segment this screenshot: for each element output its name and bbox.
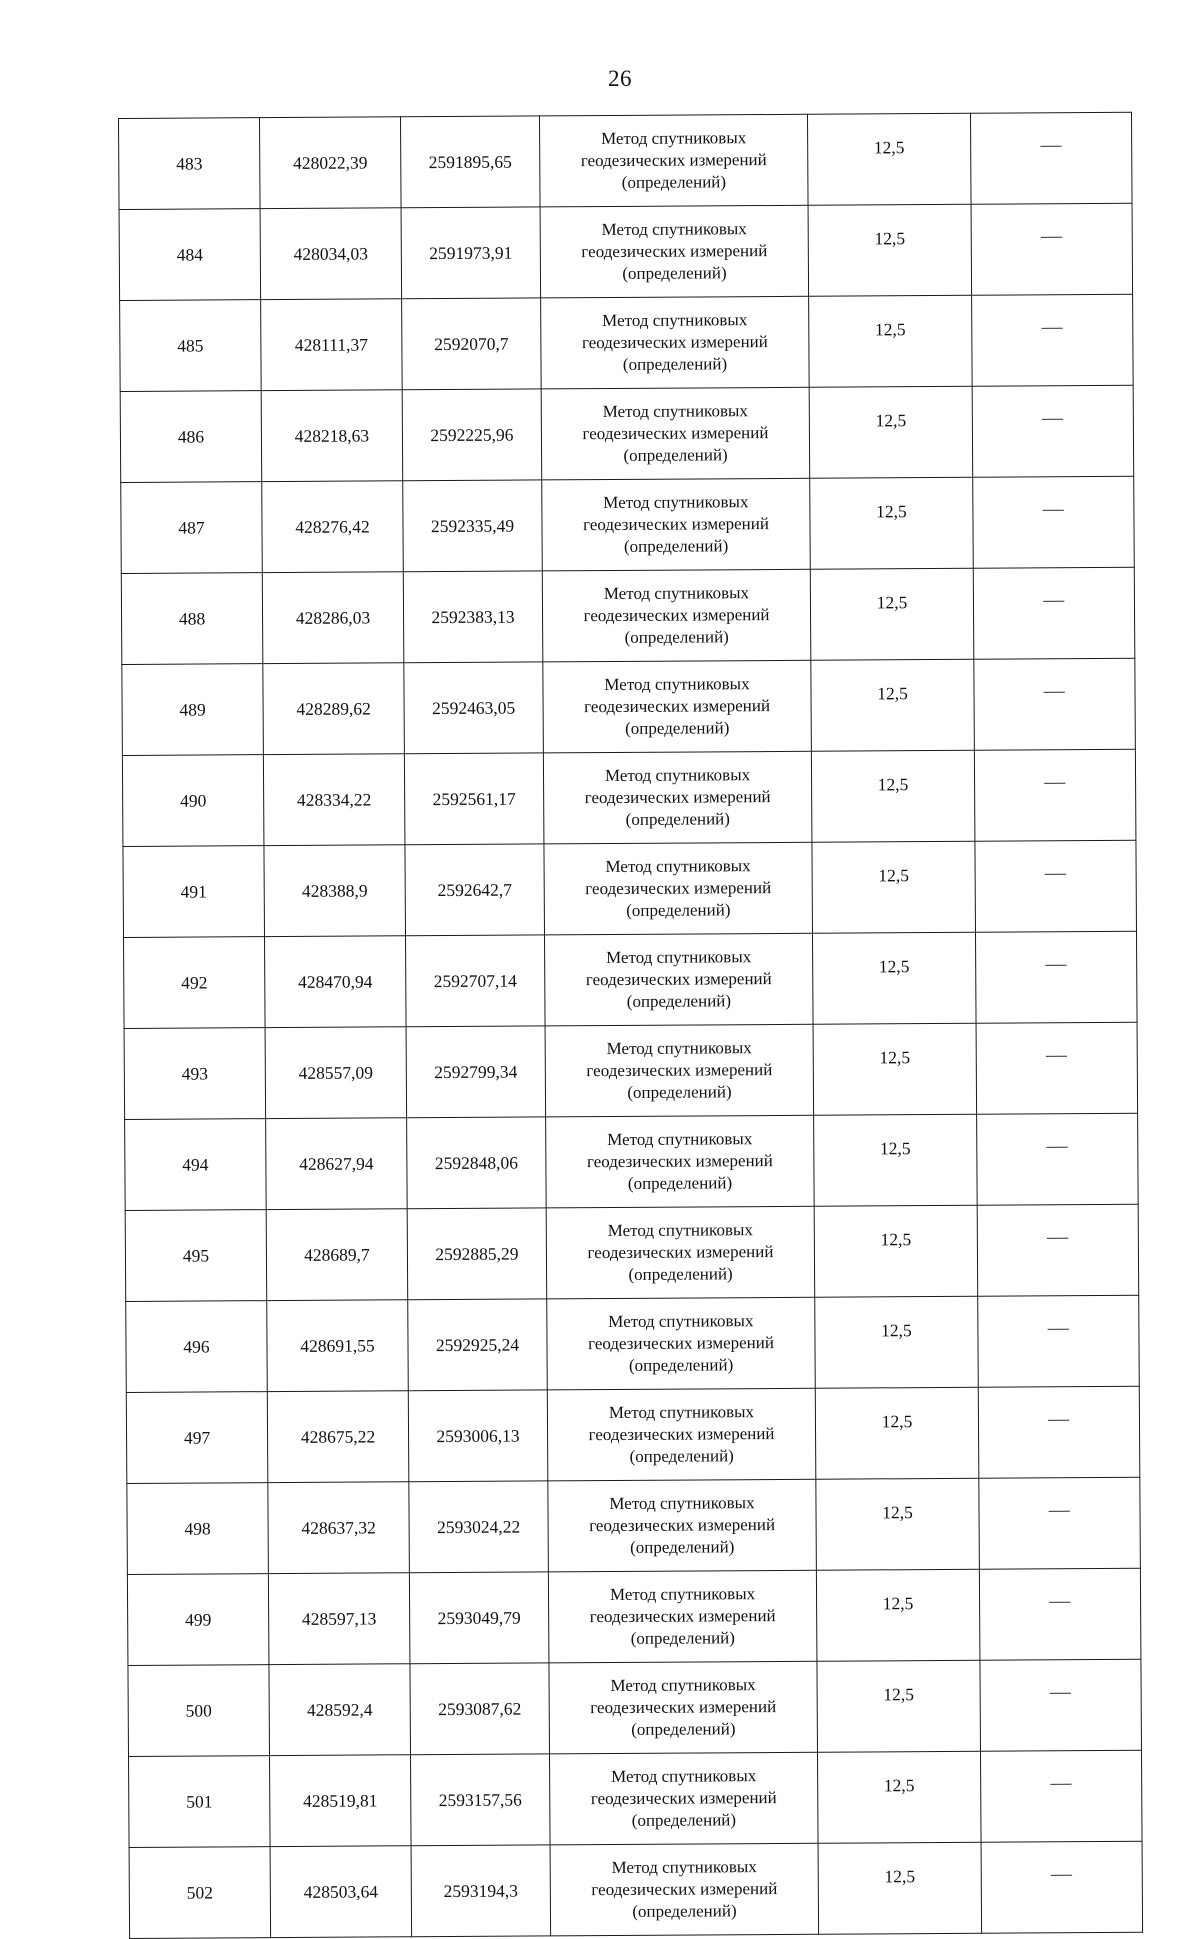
y-coordinate-cell: 2593049,79 [409,1572,549,1664]
point-number-cell: 498 [127,1483,269,1575]
x-coordinate-cell: 428519,81 [270,1755,412,1847]
table-row [126,1295,1140,1392]
accuracy-cell: 12,5 [812,932,976,1024]
method-cell [539,114,808,207]
y-coordinate-cell: 2593006,13 [408,1390,548,1482]
point-number-cell: 483 [119,118,261,210]
note-cell [979,1568,1141,1660]
accuracy-cell: 12,5 [817,1660,981,1752]
accuracy-cell: 12,5 [814,1205,978,1297]
method-line-3: (определений) [622,263,727,283]
y-coordinate-cell: 2592383,13 [403,571,543,663]
x-coordinate-cell: 428286,03 [262,572,404,664]
y-coordinate-cell: 2592463,05 [404,662,544,754]
method-line-3: (определений) [630,1628,735,1648]
y-coordinate-cell: 2592335,49 [403,480,543,572]
note-cell [979,1477,1141,1569]
method-line-1: Метод спутниковых [611,1857,757,1878]
note-cell [975,840,1137,932]
method-cell [544,933,813,1026]
note-dash: — [1041,225,1063,246]
accuracy-cell: 12,5 [812,841,976,933]
method-line-3: (определений) [629,1446,734,1466]
method-cell [548,1570,817,1663]
accuracy-cell: 12,5 [815,1387,979,1479]
method-line-1: Метод спутниковых [604,674,750,695]
note-cell [970,112,1132,204]
point-number-cell: 487 [121,482,263,574]
method-cell [546,1115,815,1208]
note-cell [980,1659,1142,1751]
method-cell [542,478,811,571]
note-cell [973,476,1135,568]
note-cell [981,1841,1143,1933]
method-line-2: геодезических измерений [583,605,770,626]
note-cell [972,294,1134,386]
table-row [128,1659,1142,1756]
method-line-2: геодезических измерений [585,878,772,899]
note-dash: — [1047,1317,1069,1338]
y-coordinate-cell: 2593194,3 [411,1845,551,1937]
note-dash: — [1048,1499,1071,1520]
note-dash: — [1048,1408,1070,1429]
method-line-2: геодезических измерений [586,1151,773,1172]
note-cell [978,1295,1140,1387]
method-line-2: геодезических измерений [589,1515,776,1536]
point-number-cell: 501 [129,1756,271,1848]
x-coordinate-cell: 428334,22 [263,754,405,846]
accuracy-cell: 12,5 [807,113,971,205]
x-coordinate-cell: 428503,64 [270,1846,412,1938]
x-coordinate-cell: 428689,7 [266,1209,408,1301]
note-dash: — [1045,953,1067,974]
x-coordinate-cell: 428022,39 [260,117,402,209]
page-number: 26 [608,66,632,91]
method-line-1: Метод спутниковых [603,583,750,604]
note-dash: — [1040,134,1062,155]
accuracy-cell: 12,5 [810,477,974,569]
note-dash: — [1045,862,1067,883]
method-line-1: Метод спутниковых [605,856,751,877]
point-number-cell: 490 [122,755,264,847]
note-cell [973,567,1135,659]
x-coordinate-cell: 428276,42 [262,481,404,573]
point-number-cell: 485 [120,300,262,392]
method-line-1: Метод спутниковых [602,310,748,331]
method-cell [543,660,812,753]
method-line-2: геодезических измерений [582,514,770,535]
table-row [124,1022,1138,1119]
table-row [121,476,1135,573]
y-coordinate-cell: 2591973,91 [401,207,541,299]
table-row [125,1204,1139,1301]
method-cell [546,1206,815,1299]
note-dash: — [1049,1590,1071,1611]
y-coordinate-cell: 2592642,7 [405,844,545,936]
method-line-2: геодезических измерений [585,969,772,990]
table-row [126,1386,1140,1483]
method-line-2: геодезических измерений [586,1060,773,1081]
x-coordinate-cell: 428034,03 [260,208,402,300]
y-coordinate-cell: 2592561,17 [404,753,544,845]
note-dash: — [1050,1772,1072,1793]
method-cell [550,1843,819,1936]
note-cell [972,385,1134,477]
method-line-3: (определений) [627,1082,732,1102]
method-line-1: Метод спутниковых [609,1493,755,1514]
method-line-1: Метод спутниковых [603,492,749,513]
x-coordinate-cell: 428289,62 [263,663,405,755]
method-line-2: геодезических измерений [581,241,768,262]
method-line-3: (определений) [623,445,728,465]
note-dash: — [1043,589,1065,610]
method-line-3: (определений) [625,809,730,829]
method-cell [545,1024,814,1117]
accuracy-cell: 12,5 [811,750,975,842]
method-line-1: Метод спутниковых [602,401,748,422]
y-coordinate-cell: 2592885,29 [407,1208,547,1300]
y-coordinate-cell: 2592707,14 [406,935,546,1027]
accuracy-cell: 12,5 [815,1296,979,1388]
method-line-1: Метод спутниковых [610,1675,756,1696]
note-dash: — [1043,680,1066,701]
point-number-cell: 493 [124,1028,266,1120]
table-row [127,1568,1141,1665]
method-line-2: геодезических измерений [590,1697,777,1718]
accuracy-cell: 12,5 [814,1114,978,1206]
x-coordinate-cell: 428597,13 [268,1573,410,1665]
y-coordinate-cell: 2592070,7 [402,298,542,390]
table-row [119,112,1133,209]
method-line-3: (определений) [623,536,729,556]
x-coordinate-cell: 428691,55 [267,1300,409,1392]
method-line-2: геодезических измерений [581,332,768,353]
x-coordinate-cell: 428557,09 [265,1027,407,1119]
method-line-2: геодезических измерений [587,1242,774,1263]
note-cell [974,658,1136,750]
method-line-1: Метод спутниковых [609,1584,756,1605]
note-dash: — [1050,1681,1072,1702]
method-cell [547,1297,816,1390]
method-line-1: Метод спутниковых [608,1402,755,1423]
note-cell [978,1386,1140,1478]
method-line-3: (определений) [621,172,727,192]
note-dash: — [1047,1226,1069,1247]
x-coordinate-cell: 428592,4 [269,1664,411,1756]
point-number-cell: 491 [123,846,265,938]
x-coordinate-cell: 428111,37 [261,299,403,391]
method-line-2: геодезических измерений [589,1606,776,1627]
method-line-3: (определений) [627,1173,733,1193]
point-number-cell: 495 [125,1210,267,1302]
accuracy-cell: 12,5 [810,568,974,660]
accuracy-cell: 12,5 [811,659,975,751]
coordinates-table [118,112,1143,1939]
note-cell [975,931,1137,1023]
method-line-2: геодезических измерений [584,787,771,808]
note-dash: — [1046,1044,1068,1065]
point-number-cell: 494 [125,1119,267,1211]
x-coordinate-cell: 428627,94 [266,1118,408,1210]
note-cell [980,1750,1142,1842]
method-line-1: Метод спутниковых [607,1220,753,1241]
y-coordinate-cell: 2592225,96 [402,389,542,481]
method-line-2: геодезических измерений [584,696,771,717]
method-cell [541,296,810,389]
accuracy-cell: 12,5 [816,1478,980,1570]
method-cell [550,1752,819,1845]
y-coordinate-cell: 2592925,24 [408,1299,548,1391]
point-number-cell: 496 [126,1301,268,1393]
method-cell [547,1388,816,1481]
method-line-2: геодезических измерений [588,1424,775,1445]
method-line-2: геодезических измерений [580,150,767,171]
y-coordinate-cell: 2593024,22 [409,1481,549,1573]
method-line-2: геодезических измерений [582,423,769,444]
accuracy-cell: 12,5 [808,204,972,296]
point-number-cell: 500 [128,1665,270,1757]
method-line-3: (определений) [631,1810,737,1830]
y-coordinate-cell: 2593087,62 [410,1663,550,1755]
note-cell [974,749,1136,841]
point-number-cell: 492 [124,937,266,1029]
coordinates-table-body [119,112,1143,1938]
table-row [127,1477,1141,1574]
x-coordinate-cell: 428388,9 [264,845,406,937]
table-row [129,1750,1143,1847]
method-line-1: Метод спутниковых [610,1766,757,1787]
y-coordinate-cell: 2591895,65 [400,116,540,208]
method-line-3: (определений) [632,1901,737,1921]
point-number-cell: 486 [120,391,262,483]
note-cell [977,1113,1139,1205]
method-cell [541,387,810,480]
table-row [119,203,1133,300]
table-row [122,658,1136,755]
method-line-1: Метод спутниковых [600,128,747,149]
method-cell [540,205,809,298]
method-line-3: (определений) [624,627,729,647]
table-row [123,840,1137,937]
note-dash: — [1051,1863,1073,1884]
point-number-cell: 499 [127,1574,269,1666]
method-cell [549,1661,818,1754]
method-line-1: Метод спутниковых [608,1311,754,1332]
method-line-1: Метод спутниковых [605,947,752,968]
point-number-cell: 488 [121,573,263,665]
table-row [129,1841,1143,1938]
table-row [125,1113,1139,1210]
x-coordinate-cell: 428675,22 [267,1391,409,1483]
point-number-cell: 497 [126,1392,268,1484]
accuracy-cell: 12,5 [813,1023,977,1115]
note-dash: — [1046,1135,1068,1156]
note-cell [971,203,1133,295]
point-number-cell: 484 [119,209,261,301]
table-row [122,749,1136,846]
method-line-1: Метод спутниковых [604,765,751,786]
table-row [120,385,1134,482]
accuracy-cell: 12,5 [809,295,973,387]
method-line-3: (определений) [630,1537,735,1557]
method-line-2: геодезических измерений [587,1333,775,1354]
method-cell [543,751,812,844]
method-line-3: (определений) [622,354,728,374]
method-line-3: (определений) [625,718,730,738]
table-row [120,294,1134,391]
method-line-3: (определений) [626,900,731,920]
method-line-3: (определений) [628,1264,733,1284]
x-coordinate-cell: 428637,32 [268,1482,410,1574]
table-row [124,931,1138,1028]
note-dash: — [1042,407,1064,428]
note-cell [976,1022,1138,1114]
method-line-2: геодезических измерений [591,1879,778,1900]
y-coordinate-cell: 2593157,56 [411,1754,551,1846]
x-coordinate-cell: 428218,63 [261,390,403,482]
method-cell [548,1479,817,1572]
method-line-1: Метод спутниковых [601,219,747,240]
point-number-cell: 489 [122,664,264,756]
note-dash: — [1044,771,1066,792]
method-line-3: (определений) [631,1719,736,1739]
method-cell [544,842,813,935]
accuracy-cell: 12,5 [809,386,973,478]
method-line-1: Метод спутниковых [607,1129,753,1150]
y-coordinate-cell: 2592799,34 [406,1026,546,1118]
note-dash: — [1041,316,1063,337]
method-line-2: геодезических измерений [590,1788,777,1809]
note-dash: — [1042,498,1064,519]
accuracy-cell: 12,5 [816,1569,980,1661]
point-number-cell: 502 [129,1847,271,1939]
note-cell [977,1204,1139,1296]
accuracy-cell: 12,5 [817,1751,981,1843]
method-line-1: Метод спутниковых [606,1038,752,1059]
table-row [121,567,1135,664]
y-coordinate-cell: 2592848,06 [407,1117,547,1209]
accuracy-cell: 12,5 [818,1842,982,1934]
method-cell [542,569,811,662]
x-coordinate-cell: 428470,94 [265,936,407,1028]
method-line-3: (определений) [626,991,732,1011]
method-line-3: (определений) [628,1355,734,1375]
